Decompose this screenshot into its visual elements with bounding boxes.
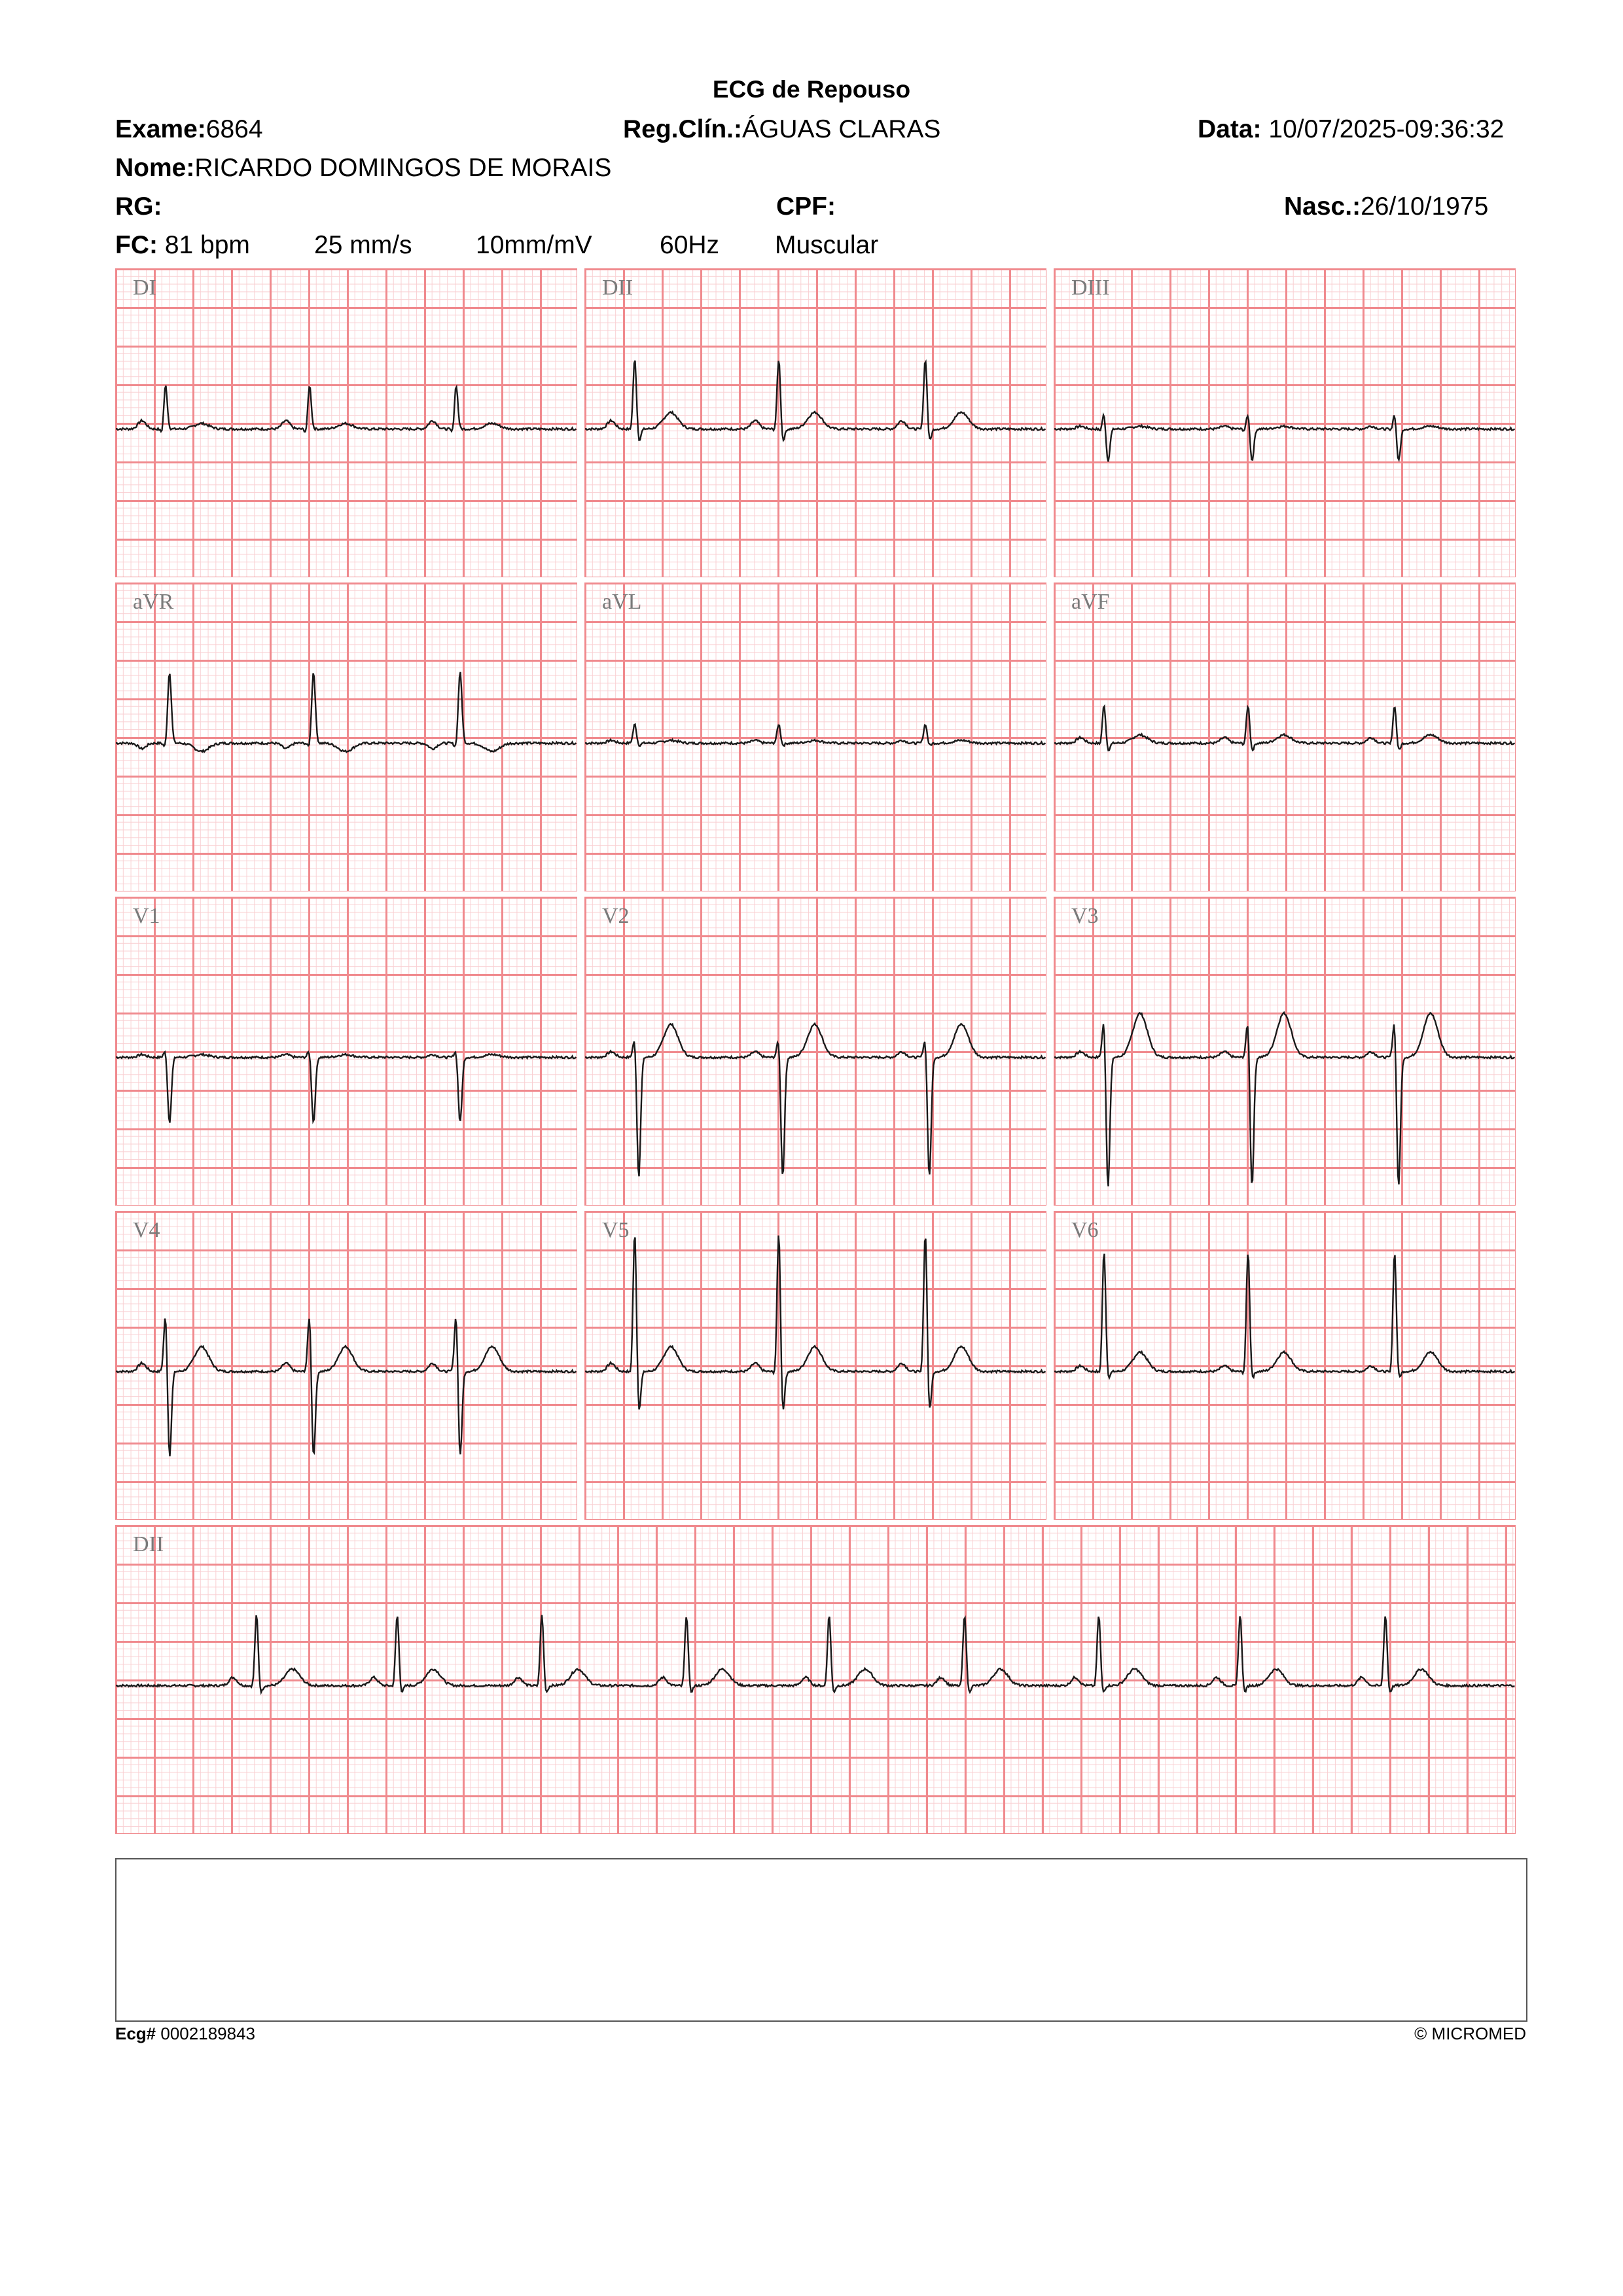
lead-label: aVL bbox=[602, 590, 642, 614]
notes-box bbox=[115, 1858, 1527, 2022]
rg-label: RG: bbox=[115, 192, 162, 221]
ecg-trace bbox=[116, 269, 577, 577]
ecg-trace bbox=[116, 1211, 577, 1519]
paper-speed: 25 mm/s bbox=[314, 231, 412, 259]
ecg-waveform bbox=[1054, 415, 1515, 461]
rhythm-strip-dii bbox=[115, 1525, 1516, 1834]
lead-panel-avf bbox=[1054, 583, 1516, 891]
lead-panel-v1 bbox=[115, 897, 577, 1206]
lead-label: V2 bbox=[602, 904, 630, 928]
ecg-number-value: 0002189843 bbox=[160, 2024, 255, 2043]
date-value: 10/07/2025-09:36:32 bbox=[1268, 115, 1505, 143]
lead-panel-di bbox=[115, 268, 577, 577]
lead-panel-avr bbox=[115, 583, 577, 891]
ecg-trace bbox=[116, 1526, 1515, 1833]
ecg-trace bbox=[1054, 269, 1515, 577]
ecg-number-label: Ecg# bbox=[115, 2024, 156, 2043]
cpf-label: CPF: bbox=[776, 192, 836, 221]
lead-label: DII bbox=[133, 1532, 164, 1556]
ecg-trace bbox=[585, 583, 1046, 891]
ecg-waveform bbox=[116, 1319, 577, 1456]
lead-label: aVF bbox=[1071, 590, 1110, 614]
ecg-waveform bbox=[585, 361, 1046, 440]
lead-label: DI bbox=[133, 276, 156, 300]
lead-label: DII bbox=[602, 276, 633, 300]
exam-value: 6864 bbox=[205, 115, 263, 143]
ecg-waveform bbox=[1054, 1254, 1515, 1378]
name-value: RICARDO DOMINGOS DE MORAIS bbox=[194, 154, 612, 182]
ecg-trace bbox=[116, 897, 577, 1205]
lead-panel-v5 bbox=[584, 1211, 1046, 1520]
heart-rate-label: FC: bbox=[115, 231, 158, 259]
filter-frequency: 60Hz bbox=[660, 231, 720, 259]
ecg-waveform bbox=[116, 1052, 577, 1122]
ecg-waveform bbox=[116, 1615, 1515, 1693]
date-label: Data: bbox=[1198, 115, 1262, 143]
lead-label: aVR bbox=[133, 590, 174, 614]
heart-rate-field bbox=[115, 231, 250, 260]
date-field bbox=[1198, 115, 1504, 144]
lead-panel-dii bbox=[584, 268, 1046, 577]
lead-panel-v4 bbox=[115, 1211, 577, 1520]
heart-rate-value: 81 bpm bbox=[164, 231, 250, 259]
filter-type: Muscular bbox=[775, 231, 879, 259]
clinic-label: Reg.Clín.: bbox=[623, 115, 742, 143]
lead-label: V3 bbox=[1071, 904, 1099, 928]
name-label: Nome: bbox=[115, 154, 195, 182]
name-field bbox=[115, 154, 611, 183]
report-title: ECG de Repouso bbox=[712, 76, 911, 103]
ecg-number bbox=[115, 2024, 255, 2044]
clinic-field bbox=[623, 115, 940, 144]
exam-field bbox=[115, 115, 263, 144]
ecg-trace bbox=[1054, 1211, 1515, 1519]
clinic-value: ÁGUAS CLARAS bbox=[742, 115, 941, 143]
ecg-trace bbox=[585, 1211, 1046, 1519]
birth-label: Nasc.: bbox=[1284, 192, 1361, 221]
ecg-waveform bbox=[116, 672, 577, 752]
lead-label: V4 bbox=[133, 1218, 160, 1242]
birth-field bbox=[1284, 192, 1488, 221]
lead-panel-diii bbox=[1054, 268, 1516, 577]
lead-label: V1 bbox=[133, 904, 160, 928]
ecg-trace bbox=[116, 583, 577, 891]
gain: 10mm/mV bbox=[476, 231, 592, 259]
ecg-waveform bbox=[585, 725, 1046, 746]
ecg-waveform bbox=[1054, 1013, 1515, 1187]
lead-label: DIII bbox=[1071, 276, 1110, 300]
ecg-trace bbox=[585, 897, 1046, 1205]
ecg-trace bbox=[1054, 583, 1515, 891]
lead-label: V6 bbox=[1071, 1218, 1099, 1242]
lead-panel-v2 bbox=[584, 897, 1046, 1206]
lead-label: V5 bbox=[602, 1218, 630, 1242]
exam-label: Exame: bbox=[115, 115, 206, 143]
ecg-waveform bbox=[585, 1236, 1046, 1410]
ecg-trace bbox=[1054, 897, 1515, 1205]
lead-panel-avl bbox=[584, 583, 1046, 891]
ecg-waveform bbox=[1054, 706, 1515, 750]
brand-credit: © MICROMED bbox=[1414, 2024, 1526, 2043]
ecg-waveform bbox=[585, 1024, 1046, 1177]
birth-value: 26/10/1975 bbox=[1361, 192, 1489, 221]
ecg-waveform bbox=[116, 386, 577, 431]
lead-panel-v3 bbox=[1054, 897, 1516, 1206]
ecg-trace bbox=[585, 269, 1046, 577]
lead-panel-v6 bbox=[1054, 1211, 1516, 1520]
